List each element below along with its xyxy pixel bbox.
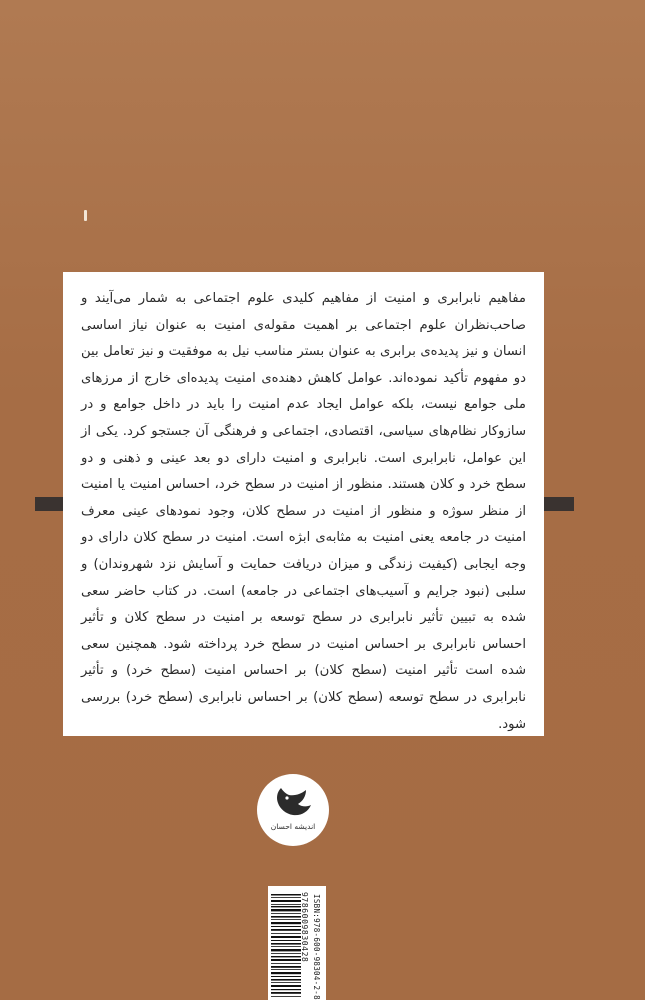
cover-speck xyxy=(84,210,87,221)
ean-number: 9786009830428 xyxy=(300,892,309,963)
publisher-logo xyxy=(257,774,329,846)
barcode-bars xyxy=(271,892,301,1000)
blurb-panel xyxy=(63,272,544,736)
isbn-barcode xyxy=(268,886,326,1000)
publisher-name: اندیشه احسان xyxy=(270,822,316,831)
isbn-label: ISBN:978-600-98304-2-8 xyxy=(312,894,321,1000)
blurb-text: مفاهیم نابرابری و امنیت از مفاهیم کلیدی علوم اجتماعی به شمار می‌آیند و صاحب‌نظران علوم اجتماعی بر اهمیت مقوله‌ی امنیت به عنوان نیاز اساسی انسان و نیز پدیده‌ی برابری به عنوان بستر مناسب نیل به موفقیت و نیز تعامل بین دو مفهوم تأکید نموده‌اند. عوامل کاهش دهنده‌ی امنیت پدیده‌ای خارج از مرزهای ملی جوامع نیست، بلکه عوامل ایجاد عدم امنیت را باید در داخل جوامع و در سازوکار نظام‌های سیاسی، اقتصادی، اجتماعی و فرهنگی آن جستجو کرد. یکی از این عوامل، نابرابری است. نابرابری و امنیت دارای دو بعد عینی و ذهنی و دو سطح خرد و کلان هستند. منظور از امنیت در سطح خرد، احساس امنیت یا امنیت از منظر سوژه و منظور از امنیت در سطح کلان، وجود نمودهای عینی معرف امنیت در جامعه یعنی امنیت به مثابه‌ی ابژه است. امنیت در سطح کلان دارای دو وجه ایجابی (کیفیت زندگی و میزان دریافت حمایت و آسایش نزد شهروندان) و سلبی (نبود جرایم و آسیب‌های اجتماعی در جامعه) است. در کتاب حاضر سعی شده به تبیین تأثیر نابرابری در سطح توسعه بر امنیت در سطح کلان و تأثیر احساس نابرابری بر احساس امنیت در سطح خرد پرداخته شود. همچنین سعی شده است تأثیر امنیت (سطح کلان) بر احساس امنیت (سطح خرد) و تأثیر نابرابری در سطح توسعه (سطح کلان) بر احساس نابرابری (سطح خرد) بررسی شود. xyxy=(81,291,526,732)
bird-logo-icon xyxy=(257,774,329,846)
